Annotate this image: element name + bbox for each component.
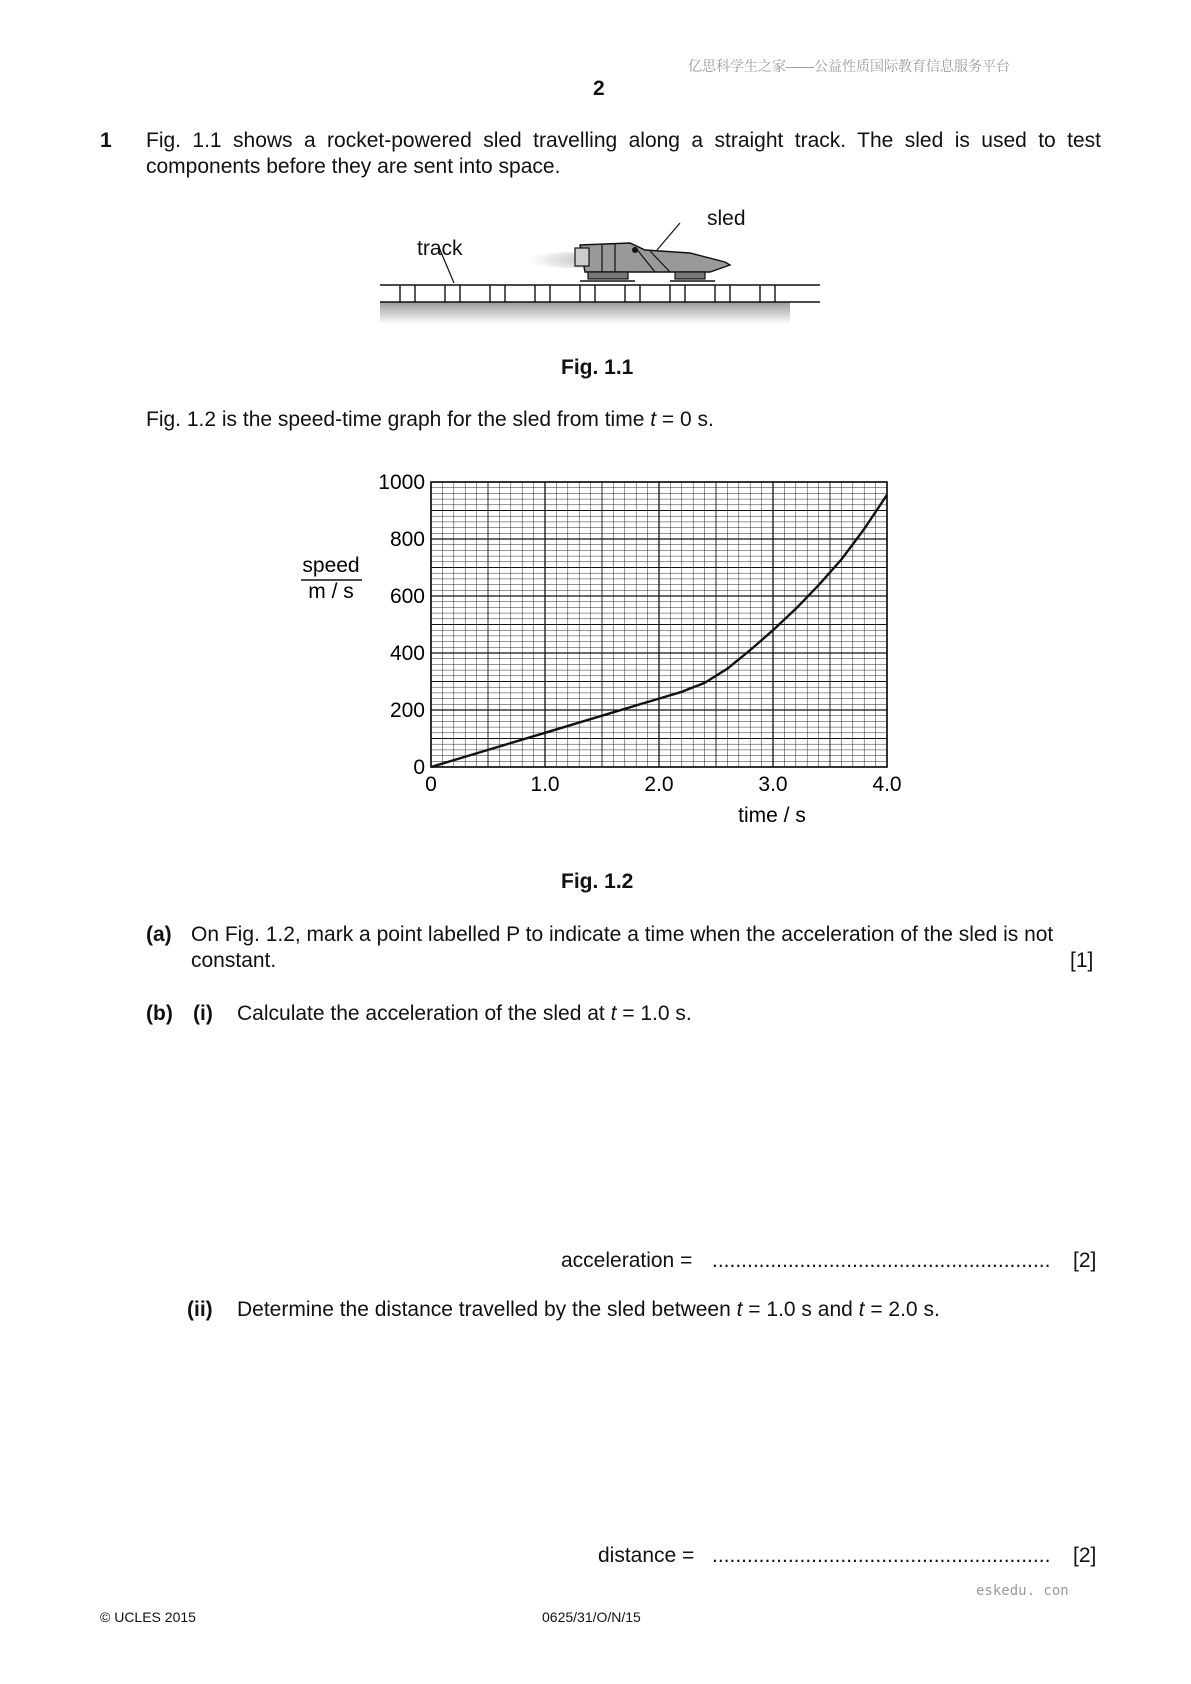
part-a-marks: [1] (1070, 949, 1094, 972)
y-tick-label: 0 (413, 756, 425, 779)
y-tick-label: 800 (389, 528, 425, 551)
fig2-caption: Fig. 1.2 (561, 870, 634, 893)
label-track: track (417, 237, 463, 260)
acceleration-answer-label: acceleration = (561, 1249, 693, 1272)
part-b-ii-marks: [2] (1073, 1544, 1097, 1567)
part-b-i-text-end: = 1.0 s. (616, 1002, 692, 1025)
part-b-ii-var-1: t (736, 1298, 743, 1321)
y-axis-label-top: speed (302, 554, 360, 577)
part-b-label: (b) (146, 1002, 173, 1025)
part-b-ii-var-2: t (858, 1298, 865, 1321)
x-tick-labels (425, 773, 901, 796)
footer-copyright: © UCLES 2015 (100, 1609, 196, 1625)
part-b-ii-label: (ii) (187, 1298, 213, 1321)
intro-line-2: components before they are sent into space. (146, 155, 561, 178)
x-tick-label: 4.0 (872, 773, 902, 796)
y-tick-label: 1000 (378, 471, 425, 494)
part-b-ii-text-c: = 2.0 s. (864, 1298, 940, 1321)
y-tick-labels (378, 471, 425, 779)
fig1-caption: Fig. 1.1 (561, 356, 634, 379)
top-watermark: 亿思科学生之家——公益性质国际教育信息服务平台 (688, 58, 1010, 74)
fig2-intro-var: t (650, 408, 657, 431)
part-a-line-2: constant. (191, 949, 277, 972)
y-tick-label: 600 (389, 585, 425, 608)
part-b-i-marks: [2] (1073, 1249, 1097, 1272)
part-b-ii-text (237, 1298, 940, 1322)
x-axis-label: time / s (738, 804, 806, 827)
part-b-i-label: (i) (193, 1002, 213, 1025)
y-tick-label: 400 (389, 642, 425, 665)
label-sled: sled (707, 207, 746, 230)
distance-answer-label: distance = (598, 1544, 695, 1567)
y-axis-label-bottom: m / s (308, 580, 354, 603)
part-a-label: (a) (146, 923, 172, 946)
fig2-intro-end: = 0 s. (656, 408, 714, 431)
acceleration-answer-line[interactable]: .......................................................... (712, 1249, 1051, 1272)
intro-line-1: Fig. 1.1 shows a rocket-powered sled travelling along a straight track. The sled is used to test (146, 129, 1101, 152)
part-b-i-var: t (610, 1002, 617, 1025)
part-b-i-text (237, 1002, 692, 1026)
bottom-watermark: eskedu. con (976, 1583, 1069, 1599)
y-tick-label: 200 (389, 699, 425, 722)
x-tick-label: 1.0 (530, 773, 560, 796)
fig2-intro-text: Fig. 1.2 is the speed-time graph for the sled from time (146, 408, 651, 431)
distance-answer-line[interactable]: .......................................................... (712, 1544, 1051, 1567)
part-b-ii-text-b: = 1.0 s and (742, 1298, 859, 1321)
x-tick-label: 2.0 (644, 773, 674, 796)
part-a-line-1: On Fig. 1.2, mark a point labelled P to indicate a time when the acceleration of the sled is not (191, 923, 1054, 946)
x-tick-label: 3.0 (758, 773, 788, 796)
footer-code: 0625/31/O/N/15 (542, 1609, 641, 1625)
part-b-ii-text-a: Determine the distance travelled by the sled between (237, 1298, 737, 1321)
part-b-i-text-start: Calculate the acceleration of the sled at (237, 1002, 611, 1025)
question-number: 1 (100, 129, 112, 152)
x-tick-label: 0 (425, 773, 437, 796)
page-number: 2 (593, 77, 605, 100)
